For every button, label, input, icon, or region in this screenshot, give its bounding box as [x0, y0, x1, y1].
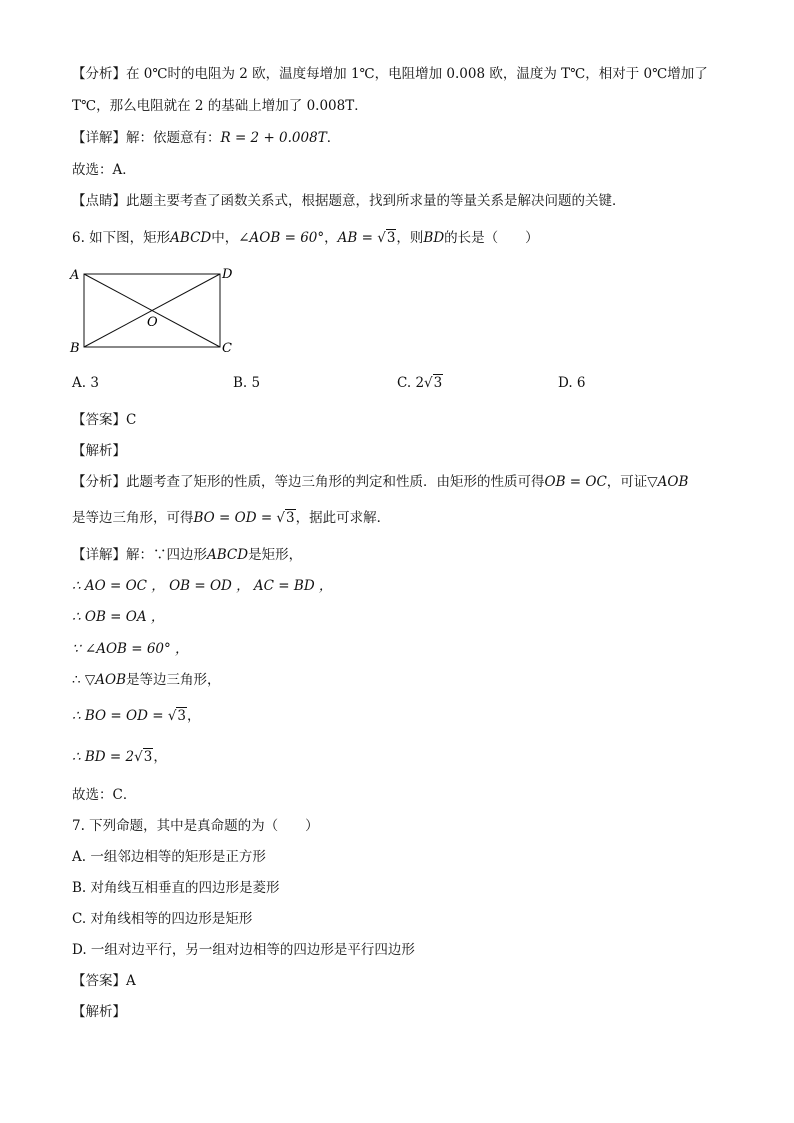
question-6: 6. 如下图，矩形ABCD中，∠AOB = 60°，AB = √3，则BD的长是（ ） — [72, 230, 539, 246]
q7-option-b: B. 对角线互相垂直的四边形是菱形 — [72, 880, 280, 896]
detail-l7-rad: 3 — [143, 749, 153, 765]
detail-l1 — [72, 545, 302, 565]
q6-angle: ∠AOB = 60° — [238, 230, 325, 246]
detail-l6-end: ， — [187, 708, 201, 724]
detail-line — [72, 128, 340, 148]
detail-l5-b: 是等边三角形， — [126, 672, 221, 688]
fenxi-line-1 — [72, 472, 688, 492]
fenxi-eq1: OB = OC — [544, 474, 607, 490]
q7-option-c: C. 对角线相等的四边形是矩形 — [72, 911, 253, 927]
option-a: A. 3 — [72, 375, 99, 391]
detail-l5-tri: ▽AOB — [84, 672, 127, 688]
fenxi-a: 【分析】此题考查了矩形的性质，等边三角形的判定和性质．由矩形的性质可得 — [72, 474, 545, 490]
option-b: B. 5 — [233, 375, 261, 391]
fenxi-eq2-rad: 3 — [286, 510, 295, 526]
q6-ab: AB = — [337, 230, 378, 246]
detail-l8: 故选：C． — [72, 787, 137, 803]
fenxi-line-2: 是等边三角形，可得BO = OD = √3，据此可求解． — [72, 510, 391, 526]
detail-l6-rad: 3 — [177, 708, 187, 724]
label-a: A — [70, 268, 80, 283]
option-c: C. 2√3 — [397, 375, 443, 391]
detail-l6: ∴ BO = OD = √3， — [72, 708, 201, 724]
q6-text-b: 中， — [211, 230, 239, 246]
q7-option-a: A. 一组邻边相等的矩形是正方形 — [72, 849, 266, 865]
label-d: D — [222, 267, 233, 282]
analysis-line-2: T℃，那么电阻就在 2 的基础上增加了 0.008T． — [72, 98, 368, 114]
label-b: B — [70, 341, 80, 356]
detail-l7-left: ∴ BD = 2 — [72, 749, 135, 765]
option-d: D. 6 — [558, 375, 586, 391]
answer-6: 【答案】C — [72, 412, 137, 428]
detail-l6-left: ∴ BO = OD = — [72, 708, 168, 724]
comment-line: 【点睛】此题主要考查了函数关系式，根据题意，找到所求量的等量关系是解决问题的关键． — [72, 193, 626, 209]
choice-line: 故选：A． — [72, 162, 136, 178]
option-c-rad: 3 — [433, 375, 443, 391]
detail-l4: ∵ ∠AOB = 60° ， — [72, 641, 189, 657]
label-o: O — [147, 315, 158, 330]
detail-l1-a: 【详解】解：∵四边形 — [72, 547, 207, 563]
analysis-line-1: 【分析】在 0℃时的电阻为 2 欧，温度每增加 1℃，电阻增加 0.008 欧，温度为 T℃，相对于 0℃增加了 — [72, 66, 708, 82]
fenxi-tri: ▽AOB — [647, 474, 689, 490]
q6-sqrt: 3 — [386, 230, 396, 246]
analysis-7-label: 【解析】 — [72, 1004, 126, 1020]
detail-l1-b: 是矩形， — [248, 547, 303, 563]
q6-text-a: 6. 如下图，矩形 — [72, 230, 171, 246]
q6-text-d: 的长是（ ） — [444, 230, 539, 246]
rectangle-figure — [66, 262, 246, 362]
analysis-6-label: 【解析】 — [72, 443, 126, 459]
option-c-coef: 2 — [415, 375, 425, 391]
fenxi-eq2: BO = OD = — [193, 510, 277, 526]
detail-l7: ∴ BD = 2√3， — [72, 749, 167, 765]
q7-option-d: D. 一组对边平行，另一组对边相等的四边形是平行四边形 — [72, 942, 415, 958]
detail-suffix: ． — [326, 130, 341, 146]
q6-text-c: ，则 — [396, 230, 424, 246]
fenxi-c: 是等边三角形，可得 — [72, 510, 194, 526]
fenxi-d: ，据此可求解． — [295, 510, 391, 526]
detail-l1-abcd: ABCD — [207, 547, 249, 563]
formula: R = 2 + 0.008T — [220, 130, 327, 146]
detail-l5-a: ∴ — [72, 672, 85, 688]
detail-l3: ∴ OB = OA ， — [72, 609, 165, 625]
q6-abcd: ABCD — [170, 230, 212, 246]
detail-prefix: 【详解】解：依题意有： — [72, 130, 221, 146]
q6-sep: ， — [324, 230, 338, 246]
answer-7: 【答案】A — [72, 973, 136, 989]
label-c: C — [222, 341, 232, 356]
detail-l7-end: ， — [153, 749, 167, 765]
q6-bd: BD — [423, 230, 445, 246]
fenxi-b: ，可证 — [606, 474, 648, 490]
option-c-label: C. — [397, 375, 412, 391]
detail-l2: ∴ AO = OC ， OB = OD ， AC = BD ， — [72, 578, 333, 594]
question-7: 7. 下列命题，其中是真命题的为（ ） — [72, 818, 319, 834]
detail-l5 — [72, 670, 221, 690]
